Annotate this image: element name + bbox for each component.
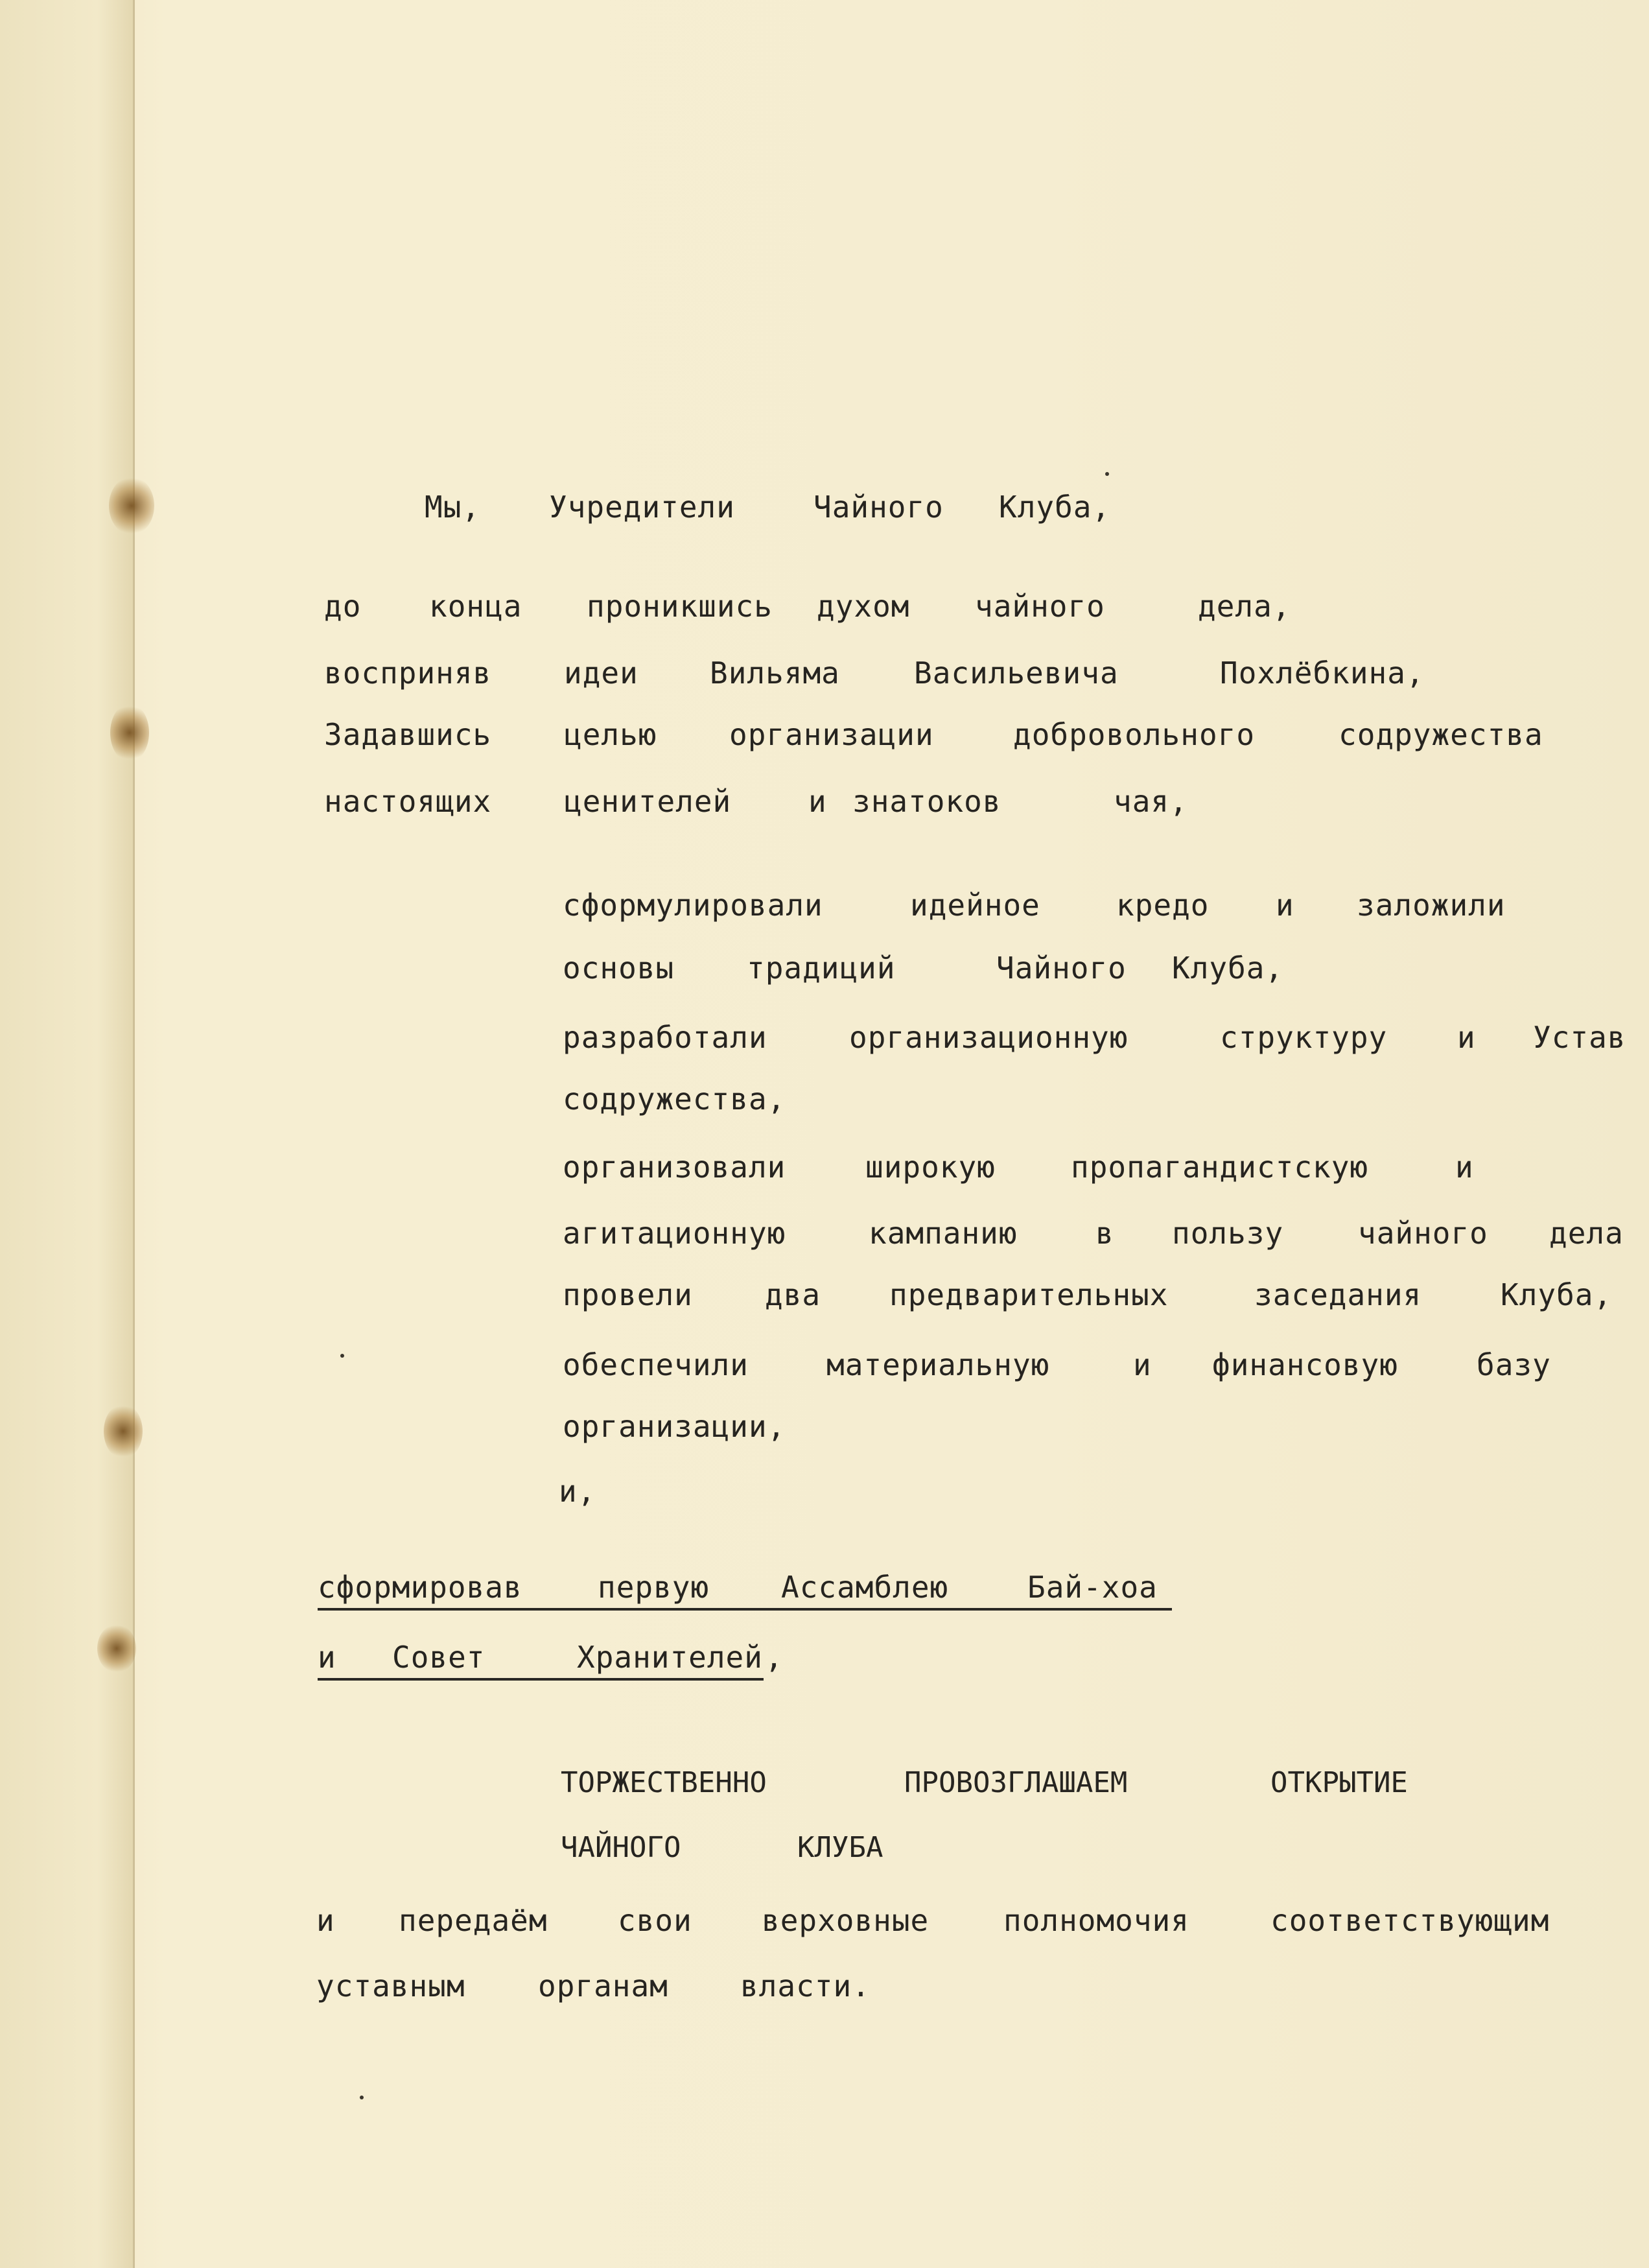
word: целью: [564, 717, 657, 752]
word: в: [1095, 1216, 1114, 1251]
word: проникшись: [587, 589, 773, 624]
ink-speck: [340, 1354, 344, 1358]
word: знатоков: [852, 784, 1001, 819]
word: и,: [559, 1474, 596, 1509]
rust-stain: [97, 1624, 136, 1673]
word: конца: [429, 589, 522, 624]
word: организации: [729, 717, 934, 752]
word: и: [1276, 888, 1294, 923]
word: сформировав: [318, 1570, 522, 1605]
word: восприняв: [324, 656, 492, 691]
word: заложили: [1357, 888, 1506, 923]
word: кампанию: [869, 1216, 1018, 1251]
word: материальную: [826, 1347, 1050, 1382]
word: заседания: [1254, 1277, 1422, 1312]
word: организации,: [563, 1409, 786, 1444]
word: Чайного: [813, 490, 944, 525]
word: первую: [598, 1570, 710, 1605]
word: и: [316, 1903, 335, 1938]
word: идеи: [564, 656, 638, 691]
word: Учредители: [549, 490, 735, 525]
word: верховные: [762, 1903, 930, 1938]
word: Клуба,: [999, 490, 1111, 525]
word: Васильевича: [914, 656, 1119, 691]
word: базу: [1477, 1347, 1551, 1382]
word: Клуба,: [1501, 1277, 1613, 1312]
word: Хранителей: [577, 1640, 763, 1675]
word: традиций: [747, 951, 896, 986]
word: соответствующим: [1270, 1903, 1550, 1938]
word: дела: [1549, 1216, 1624, 1251]
rust-stain: [110, 703, 149, 762]
word: Устав: [1533, 1020, 1626, 1055]
word: сформулировали: [563, 888, 823, 923]
word: идейное: [910, 888, 1040, 923]
word: Чайного: [996, 951, 1127, 986]
word: дела,: [1198, 589, 1291, 624]
ink-speck: [1105, 472, 1109, 476]
word: ТОРЖЕСТВЕННО: [561, 1766, 767, 1799]
word: агитационную: [563, 1216, 786, 1251]
word: организационную: [849, 1020, 1129, 1055]
word: пользу: [1172, 1216, 1284, 1251]
word: основы: [563, 951, 675, 986]
word: и: [1455, 1150, 1474, 1185]
word: предварительных: [889, 1277, 1169, 1312]
word: КЛУБА: [797, 1831, 883, 1864]
word: Бай-хоа: [1027, 1570, 1158, 1605]
word: чая,: [1114, 784, 1188, 819]
ink-speck: [360, 2096, 364, 2099]
word: Похлёбкина,: [1220, 656, 1425, 691]
word: и: [1133, 1347, 1152, 1382]
word: содружества,: [563, 1081, 786, 1116]
word: Ассамблею: [781, 1570, 949, 1605]
word: организовали: [563, 1150, 786, 1185]
word: Клуба,: [1172, 951, 1284, 986]
word: Мы,: [425, 490, 481, 525]
rust-stain: [104, 1404, 143, 1459]
word: чайного: [975, 589, 1105, 624]
word: уставным: [316, 1968, 465, 2003]
word: передаём: [399, 1903, 548, 1938]
word: структуру: [1220, 1020, 1388, 1055]
word: широкую: [865, 1150, 996, 1185]
word: ОТКРЫТИЕ: [1270, 1766, 1408, 1799]
word: Вильяма: [710, 656, 840, 691]
word: ПРОВОЗГЛАШАЕМ: [904, 1766, 1128, 1799]
word: духом: [817, 589, 910, 624]
word: ценителей: [564, 784, 732, 819]
word: кредо: [1116, 888, 1210, 923]
word: настоящих: [324, 784, 492, 819]
word: свои: [618, 1903, 692, 1938]
underlined-text: [318, 1568, 1172, 1611]
word: ,: [765, 1640, 784, 1675]
word: содружества: [1339, 717, 1543, 752]
word: власти.: [740, 1968, 871, 2003]
word: и: [808, 784, 827, 819]
word: провели: [563, 1277, 693, 1312]
word: добровольного: [1013, 717, 1256, 752]
word: Задавшись: [324, 717, 492, 752]
word: Совет: [392, 1640, 485, 1675]
word: пропагандистскую: [1071, 1150, 1369, 1185]
underlined-text: [318, 1638, 764, 1681]
word: и: [1457, 1020, 1476, 1055]
word: до: [324, 589, 362, 624]
word: финансовую: [1212, 1347, 1398, 1382]
rust-stain: [109, 477, 154, 535]
word: полномочия: [1003, 1903, 1189, 1938]
word: разработали: [563, 1020, 767, 1055]
word: и: [318, 1640, 336, 1675]
word: ЧАЙНОГО: [561, 1831, 681, 1864]
word: обеспечили: [563, 1347, 749, 1382]
word: чайного: [1358, 1216, 1488, 1251]
word: органам: [538, 1968, 668, 2003]
page-binding-strip: [0, 0, 135, 2268]
word: два: [765, 1277, 821, 1312]
